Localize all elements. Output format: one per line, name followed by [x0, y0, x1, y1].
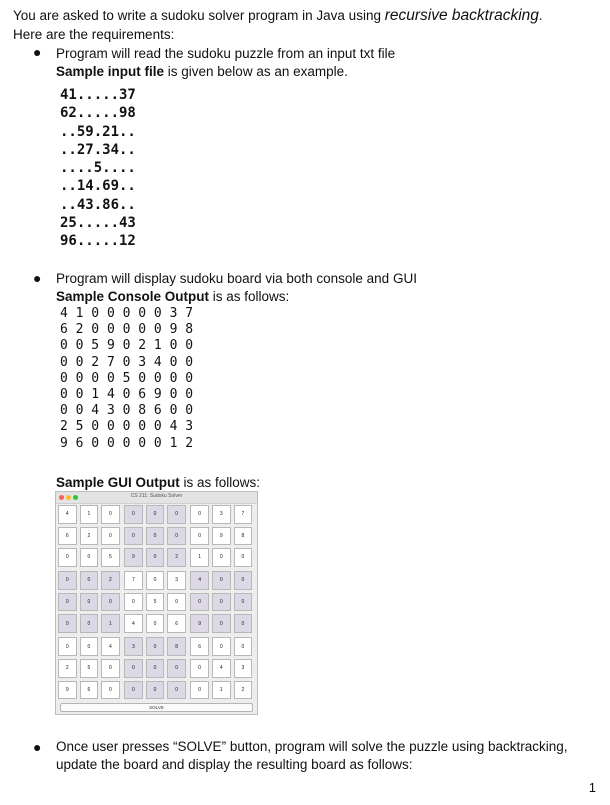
sudoku-cell[interactable]: 1 — [80, 505, 99, 524]
sudoku-cell[interactable]: 0 — [58, 571, 77, 590]
sudoku-cell[interactable]: 2 — [58, 659, 77, 678]
sudoku-cell[interactable]: 0 — [124, 505, 143, 524]
sudoku-grid — [58, 505, 255, 700]
sample-input-line: ..27.34.. — [60, 141, 136, 158]
sudoku-cell[interactable]: 0 — [190, 505, 209, 524]
sudoku-cell[interactable]: 4 — [190, 571, 209, 590]
sudoku-cell[interactable]: 5 — [146, 593, 165, 612]
sudoku-cell[interactable]: 0 — [234, 548, 253, 567]
sudoku-cell[interactable]: 0 — [146, 527, 165, 546]
sudoku-cell[interactable]: 0 — [212, 548, 231, 567]
sudoku-cell[interactable]: 0 — [58, 593, 77, 612]
sudoku-cell[interactable]: 0 — [58, 637, 77, 656]
sudoku-cell[interactable]: 4 — [101, 637, 120, 656]
intro-line-2: Here are the requirements: — [13, 27, 175, 42]
sample-console-line: 0 0 0 0 5 0 0 0 0 — [60, 370, 194, 386]
sample-input-line: 25.....43 — [60, 215, 136, 232]
sudoku-cell[interactable]: 1 — [190, 548, 209, 567]
sudoku-window — [55, 491, 258, 715]
sudoku-cell[interactable]: 0 — [80, 571, 99, 590]
sudoku-cell[interactable]: 0 — [167, 681, 186, 700]
sudoku-cell[interactable]: 0 — [124, 593, 143, 612]
sudoku-cell[interactable]: 9 — [58, 681, 77, 700]
sudoku-cell[interactable]: 0 — [146, 505, 165, 524]
sample-console-line: 2 5 0 0 0 0 0 4 3 — [60, 419, 194, 435]
sample-input-line: 41.....37 — [60, 87, 136, 103]
sudoku-cell[interactable]: 0 — [124, 527, 143, 546]
sample-console-line: 0 0 4 3 0 8 6 0 0 — [60, 403, 194, 419]
sudoku-cell[interactable]: 0 — [146, 637, 165, 656]
sample-input-line: ..43.86.. — [60, 196, 136, 213]
sudoku-cell[interactable]: 3 — [167, 571, 186, 590]
sudoku-cell[interactable]: 2 — [167, 548, 186, 567]
intro-text — [13, 6, 543, 44]
emphasis-text: recursive backtracking — [384, 7, 539, 24]
intro-line-1: You are asked to write a sudoku solver program in Java using recursive backtracking. — [13, 7, 543, 24]
sample-input-line: ..14.69.. — [60, 178, 136, 195]
sudoku-cell[interactable]: 0 — [101, 681, 120, 700]
sudoku-cell[interactable]: 0 — [124, 681, 143, 700]
sample-input-line: 62.....98 — [60, 105, 136, 122]
sudoku-cell[interactable]: 6 — [190, 637, 209, 656]
sudoku-cell[interactable]: 0 — [167, 659, 186, 678]
sudoku-cell[interactable]: 1 — [101, 614, 120, 633]
window-titlebar — [56, 492, 257, 504]
sudoku-cell[interactable]: 0 — [167, 505, 186, 524]
sudoku-cell[interactable]: 5 — [101, 548, 120, 567]
sudoku-cell[interactable]: 0 — [80, 614, 99, 633]
sudoku-cell[interactable]: 0 — [212, 593, 231, 612]
page-number: 1 — [588, 780, 596, 795]
sudoku-cell[interactable]: 0 — [124, 659, 143, 678]
window-title: CS 211: Sudoku Solver — [130, 493, 183, 499]
sudoku-cell[interactable]: 6 — [58, 527, 77, 546]
sample-console-line: 9 6 0 0 0 0 0 1 2 — [60, 435, 194, 451]
bullet-3-text: Once user presses “SOLVE” button, program will solve the puzzle using backtracking, update the board and display the resulting board as follows: — [56, 739, 568, 772]
sudoku-cell[interactable]: 0 — [234, 593, 253, 612]
sudoku-cell[interactable]: 0 — [190, 681, 209, 700]
sudoku-cell[interactable]: 7 — [234, 505, 253, 524]
sudoku-cell[interactable]: 9 — [190, 614, 209, 633]
gui-heading: Sample GUI Output is as follows: — [56, 475, 261, 490]
sudoku-cell[interactable]: 6 — [80, 681, 99, 700]
sudoku-cell[interactable]: 0 — [234, 571, 253, 590]
sudoku-cell[interactable]: 1 — [212, 681, 231, 700]
bullet-dot-icon: ● — [33, 739, 42, 755]
bullet-1-text: Program will read the sudoku puzzle from an input txt file Sample input file is given below as an example. — [56, 46, 396, 79]
sudoku-cell[interactable]: 0 — [190, 593, 209, 612]
bullet-2-text: Program will display sudoku board via both console and GUI Sample Console Output is as follows: — [56, 271, 417, 304]
sample-input-block — [60, 86, 136, 251]
sudoku-cell[interactable]: 0 — [190, 659, 209, 678]
sudoku-cell[interactable]: 0 — [58, 548, 77, 567]
sudoku-cell[interactable]: 0 — [101, 593, 120, 612]
bullet-dot-icon: ● — [33, 44, 42, 60]
sudoku-cell[interactable]: 0 — [101, 659, 120, 678]
sample-console-line: 0 0 2 7 0 3 4 0 0 — [60, 354, 194, 370]
sudoku-cell[interactable]: 0 — [146, 681, 165, 700]
sudoku-cell[interactable]: 0 — [58, 614, 77, 633]
sudoku-cell[interactable]: 9 — [124, 548, 143, 567]
sudoku-cell[interactable]: 0 — [212, 637, 231, 656]
sudoku-cell[interactable]: 0 — [146, 571, 165, 590]
sudoku-cell[interactable]: 0 — [80, 593, 99, 612]
solve-button[interactable]: SOLVE — [60, 703, 253, 712]
sudoku-cell[interactable]: 0 — [212, 571, 231, 590]
sudoku-cell[interactable]: 2 — [80, 527, 99, 546]
bullet-dot-icon: ● — [33, 270, 42, 286]
sudoku-cell[interactable]: 0 — [146, 659, 165, 678]
sample-input-line: ..59.21.. — [60, 123, 136, 140]
sudoku-cell[interactable]: 5 — [80, 659, 99, 678]
sudoku-cell[interactable]: 0 — [234, 614, 253, 633]
sudoku-cell[interactable]: 2 — [101, 571, 120, 590]
sudoku-cell[interactable]: 3 — [234, 659, 253, 678]
sudoku-cell[interactable]: 0 — [101, 527, 120, 546]
sample-input-line: 96.....12 — [60, 233, 136, 250]
sudoku-cell[interactable]: 4 — [124, 614, 143, 633]
sudoku-cell[interactable]: 0 — [190, 527, 209, 546]
sudoku-cell[interactable]: 0 — [234, 637, 253, 656]
sudoku-cell[interactable]: 0 — [80, 548, 99, 567]
sample-console-block — [60, 306, 193, 452]
sudoku-cell[interactable]: 6 — [167, 614, 186, 633]
sudoku-cell[interactable]: 0 — [167, 527, 186, 546]
sudoku-cell[interactable]: 3 — [212, 505, 231, 524]
sudoku-cell[interactable]: 2 — [234, 681, 253, 700]
sudoku-cell[interactable]: 0 — [167, 593, 186, 612]
sudoku-cell[interactable]: 4 — [212, 659, 231, 678]
sample-console-line: 6 2 0 0 0 0 0 9 8 — [60, 322, 194, 338]
sudoku-cell[interactable]: 0 — [146, 548, 165, 567]
sudoku-cell[interactable]: 0 — [80, 637, 99, 656]
sudoku-cell[interactable]: 0 — [212, 614, 231, 633]
sample-console-line: 0 0 1 4 0 6 9 0 0 — [60, 387, 194, 403]
sample-console-line: 0 0 5 9 0 2 1 0 0 — [60, 338, 194, 354]
sudoku-cell[interactable]: 8 — [234, 527, 253, 546]
sample-input-line: ....5.... — [60, 160, 136, 177]
sudoku-cell[interactable]: 3 — [124, 637, 143, 656]
sample-console-line: 4 1 0 0 0 0 0 3 7 — [60, 306, 194, 321]
sudoku-cell[interactable]: 4 — [58, 505, 77, 524]
sudoku-cell[interactable]: 8 — [167, 637, 186, 656]
sudoku-cell[interactable]: 7 — [124, 571, 143, 590]
sudoku-cell[interactable]: 0 — [146, 614, 165, 633]
sudoku-cell[interactable]: 0 — [101, 505, 120, 524]
sudoku-cell[interactable]: 9 — [212, 527, 231, 546]
